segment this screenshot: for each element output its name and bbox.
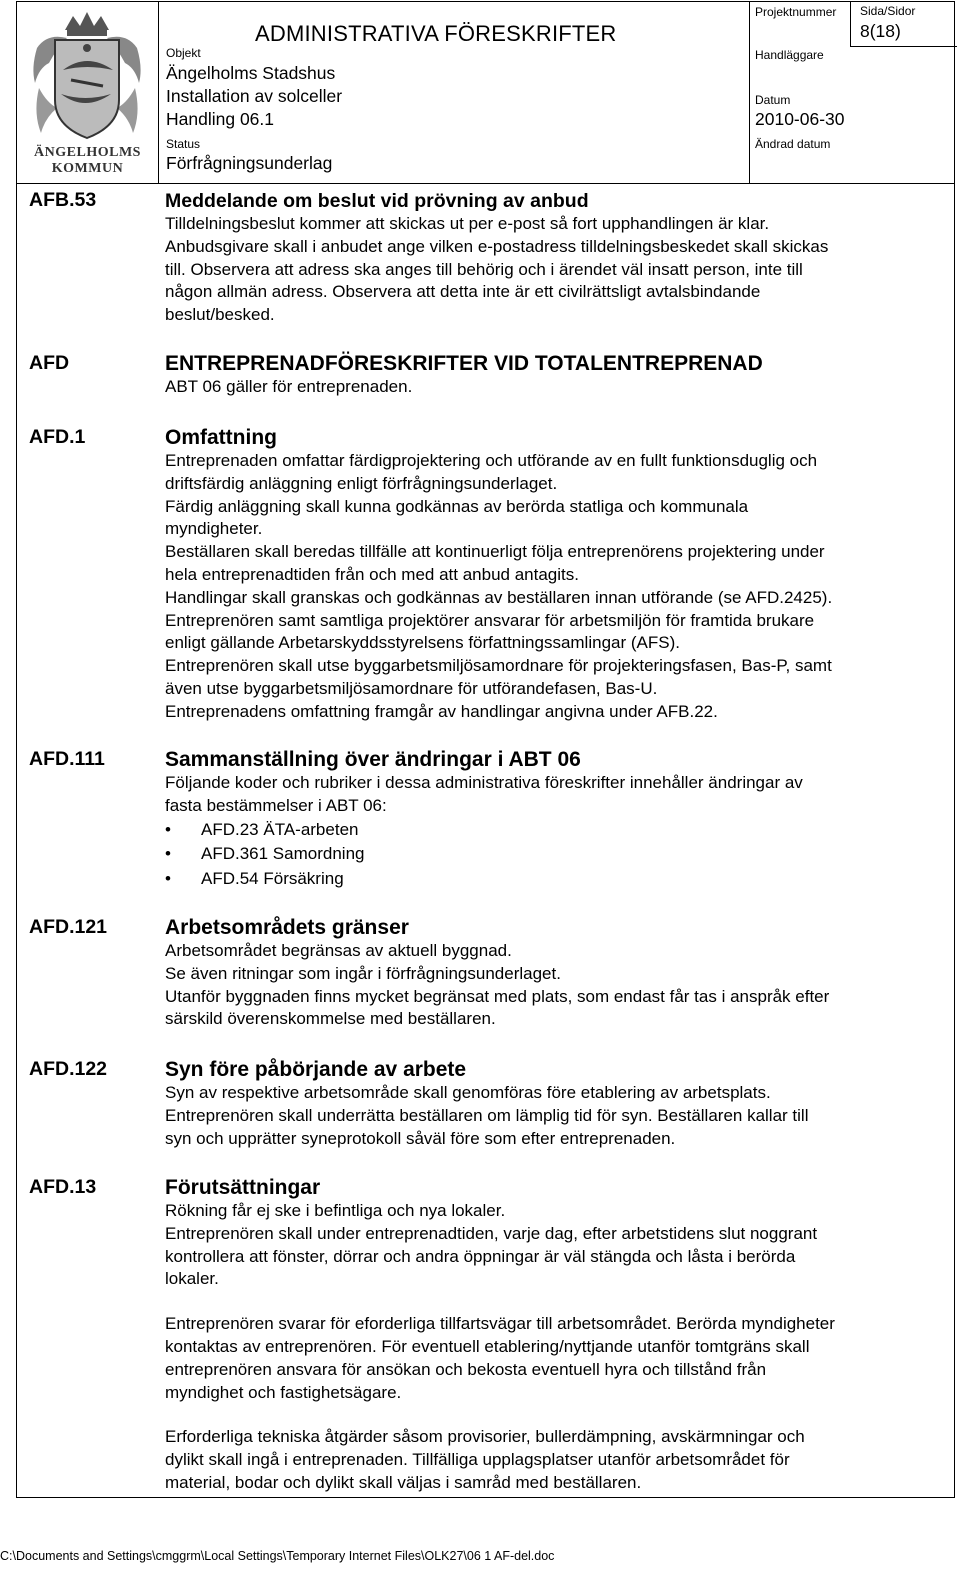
paragraph-line: lokaler. — [165, 1269, 219, 1289]
document-title: ADMINISTRATIVA FÖRESKRIFTER — [255, 21, 617, 46]
andrad-datum-label: Ändrad datum — [755, 137, 831, 151]
datum-label: Datum — [755, 93, 791, 107]
projektnummer-label: Projektnummer — [755, 5, 837, 19]
paragraph-line: någon allmän adress. Observera att detta inte är ett civilrättsligt avtalsbindande — [165, 282, 761, 302]
paragraph-line: kontrollera att fönster, dörrar och andra öppningar är väl stängda och låsta i berörda — [165, 1246, 796, 1266]
section-heading: ENTREPRENADFÖRESKRIFTER VID TOTALENTREPRENAD — [165, 352, 763, 375]
paragraph-line: ABT 06 gäller för entreprenaden. — [165, 377, 413, 396]
section-heading: Omfattning — [165, 426, 277, 449]
paragraph-line: Entreprenören skall underrätta beställaren om lämplig tid för syn. Beställaren kallar till — [165, 1105, 809, 1125]
coat-of-arms-logo — [27, 8, 147, 143]
paragraph-line: hela entreprenadtiden från och med att anbud antagits. — [165, 564, 579, 584]
paragraph-line: syn och upprätter syneprotokoll såväl före som efter entreprenaden. — [165, 1128, 676, 1148]
section-heading: Meddelande om beslut vid prövning av anbud — [165, 190, 589, 212]
paragraph-line: till. Observera att adress ska anges till behörig och i ärendet väl insatt person, inte till — [165, 259, 803, 279]
paragraph-line: myndigheter. — [165, 519, 263, 539]
objekt-line3: Handling 06.1 — [166, 109, 274, 129]
status-value: Förfrågningsunderlag — [166, 153, 333, 173]
section-code-afd1: AFD.1 — [29, 426, 86, 448]
paragraph-line: även utse byggarbetsmiljösamordnare för utförandefasen, Bas-U. — [165, 678, 658, 698]
paragraph-line: material, bodar och dylikt skall väljas i samråd med beställaren. — [165, 1472, 642, 1492]
paragraph-line: Anbudsgivare skall i anbudet ange vilken e-postadress tilldelningsbeskedet skall skickas — [165, 236, 829, 256]
logo-text-line1: ÄNGELHOLMS — [34, 145, 141, 160]
paragraph-line: Se även ritningar som ingår i förfrågningsunderlaget. — [165, 963, 561, 983]
paragraph-line: entreprenören ansvara för ansökan och bekosta eventuell hyra och tillstånd från — [165, 1359, 767, 1379]
datum-value: 2010-06-30 — [755, 109, 845, 129]
section-heading: Förutsättningar — [165, 1176, 321, 1199]
paragraph-line: Tilldelningsbeslut kommer att skickas ut per e-post så fort upphandlingen är klar. — [165, 214, 770, 233]
paragraph-line: Erforderliga tekniska åtgärder såsom provisorier, bullerdämpning, avskärmningar och — [165, 1427, 805, 1447]
section-heading: Arbetsområdets gränser — [165, 916, 409, 939]
paragraph-line: Entreprenören skall utse byggarbetsmiljösamordnare för projekteringsfasen, Bas-P, samt — [165, 656, 832, 676]
section-code-afd13: AFD.13 — [29, 1176, 97, 1198]
section-afd122 — [165, 1058, 945, 1150]
paragraph-line: Entreprenadens omfattning framgår av handlingar angivna under AFB.22. — [165, 701, 718, 721]
bullet-list — [165, 818, 945, 892]
section-afd1 — [165, 426, 945, 724]
list-item: • AFD.54 Försäkring — [165, 867, 945, 892]
section-code-afd121: AFD.121 — [29, 916, 108, 938]
paragraph-line: beslut/besked. — [165, 305, 275, 325]
logo-text-line2: KOMMUN — [51, 161, 124, 176]
section-afd121 — [165, 916, 945, 1031]
section-afb53 — [165, 190, 945, 327]
objekt-label: Objekt — [166, 46, 201, 60]
paragraph-line: Arbetsområdet begränsas av aktuell byggnad. — [165, 941, 512, 960]
handlaggare-label: Handläggare — [755, 48, 824, 62]
paragraph-line: fasta bestämmelser i ABT 06: — [165, 795, 387, 815]
section-code-afd111: AFD.111 — [29, 748, 105, 770]
paragraph-line: enligt gällande Arbetarskyddsstyrelsens författningssamlingar (AFS). — [165, 633, 680, 653]
status-label: Status — [166, 137, 201, 151]
paragraph-line: Entreprenaden omfattar färdigprojektering och utförande av en fullt funktionsduglig och — [165, 451, 818, 470]
paragraph-line: särskild överenskommelse med beställaren. — [165, 1009, 496, 1029]
header-middle — [159, 2, 750, 183]
paragraph-line: Syn av respektive arbetsområde skall genomföras före etablering av arbetsplats. — [165, 1083, 771, 1102]
footer-file-path: C:\Documents and Settings\cmggrm\Local Settings\Temporary Internet Files\OLK27\06 1 AF-del.doc — [0, 1549, 555, 1563]
paragraph-line: Utanför byggnaden finns mycket begränsat med plats, som endast får tas i anspråk efter — [165, 986, 830, 1006]
section-code-afd122: AFD.122 — [29, 1058, 108, 1080]
paragraph-line: Entreprenören samt samtliga projektörer ansvarar för arbetsmiljön för framtida brukare — [165, 610, 815, 630]
section-afd — [165, 352, 945, 399]
objekt-line2: Installation av solceller — [166, 86, 343, 106]
paragraph-line: Följande koder och rubriker i dessa administrativa föreskrifter innehåller ändringar av — [165, 773, 803, 792]
section-code-afb53: AFB.53 — [29, 189, 97, 211]
section-heading: Syn före påbörjande av arbete — [165, 1058, 467, 1081]
paragraph-line: Entreprenören skall under entreprenadtiden, varje dag, efter arbetstidens slut noggrant — [165, 1223, 818, 1243]
section-heading: Sammanställning över ändringar i ABT 06 — [165, 748, 581, 771]
objekt-line1: Ängelholms Stadshus — [166, 63, 336, 83]
paragraph-line: dylikt skall ingå i entreprenaden. Tillfälliga upplagsplatser utanför arbetsområdet för — [165, 1450, 790, 1470]
paragraph-line: driftsfärdig anläggning enligt förfrågningsunderlaget. — [165, 473, 558, 493]
paragraph-line: myndighet och fastighetsägare. — [165, 1382, 402, 1402]
paragraph-line: Beställaren skall beredas tillfälle att kontinuerligt följa entreprenörens projektering under — [165, 542, 825, 562]
paragraph-line: Entreprenören svarar för eforderliga tillfartsvägar till arbetsområdet. Berörda myndigheter — [165, 1314, 835, 1334]
list-item: • AFD.23 ÄTA-arbeten — [165, 818, 945, 843]
paragraph-line: Rökning får ej ske i befintliga och nya lokaler. — [165, 1201, 506, 1220]
logo-cell — [17, 2, 159, 183]
sida-value: 8(18) — [860, 21, 901, 41]
document-header — [16, 1, 955, 184]
paragraph-line: Handlingar skall granskas och godkännas av beställaren innan utförande (se AFD.2425). — [165, 587, 833, 607]
paragraph-line: Färdig anläggning skall kunna godkännas av berörda statliga och kommunala — [165, 496, 749, 516]
section-afd13 — [165, 1176, 945, 1495]
section-afd111 — [165, 748, 945, 891]
list-item: • AFD.361 Samordning — [165, 842, 945, 867]
sida-box — [850, 2, 957, 47]
header-right — [750, 2, 954, 183]
section-code-afd: AFD — [29, 352, 70, 374]
paragraph-line: kontaktas av entreprenören. För eventuell etablering/nyttjande utanför tomtgräns skall — [165, 1336, 810, 1356]
sida-label: Sida/Sidor — [860, 4, 916, 18]
